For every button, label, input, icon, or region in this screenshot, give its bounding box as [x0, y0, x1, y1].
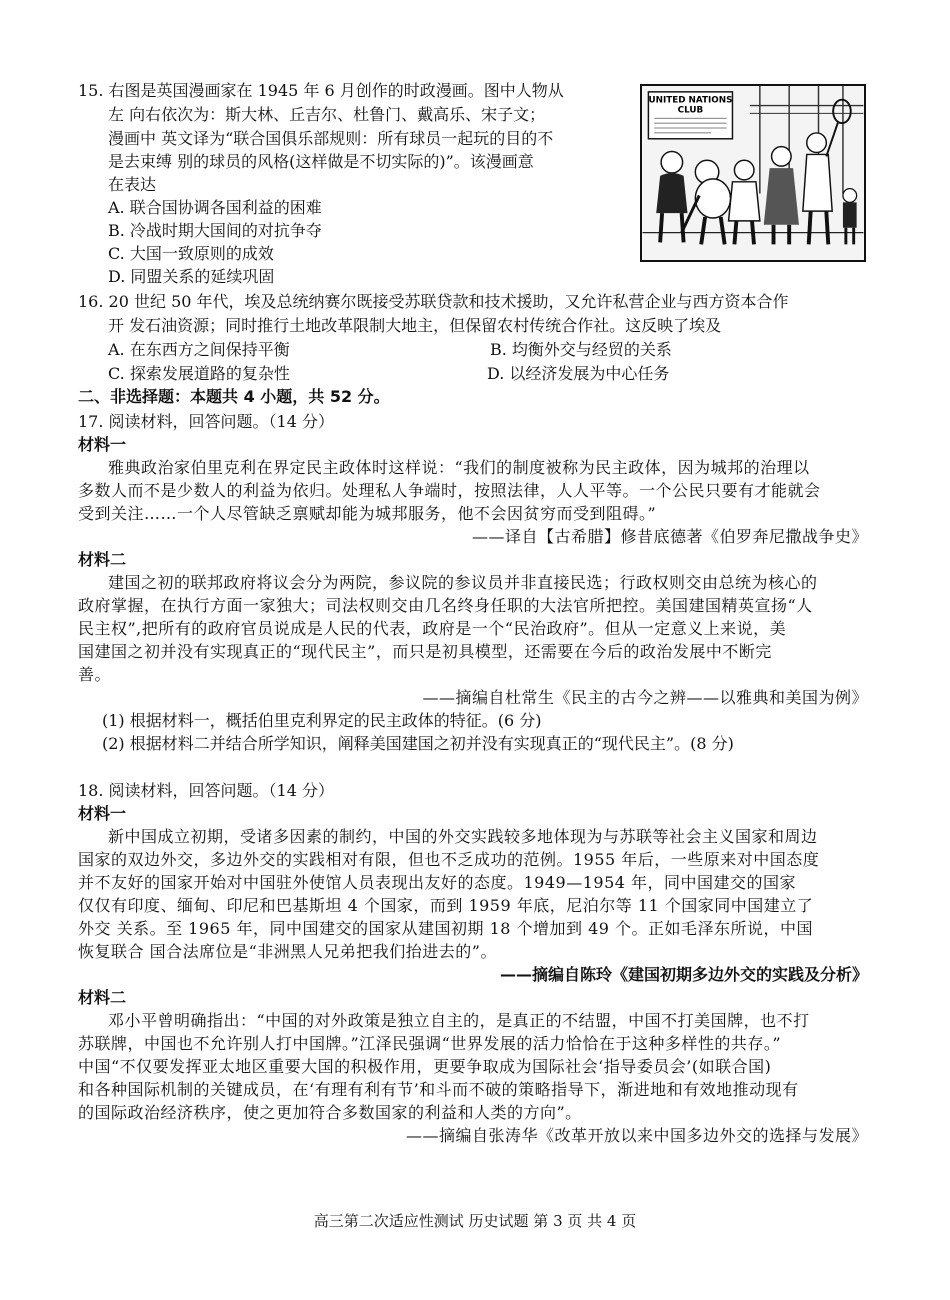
q17-m1-source: ——译自【古希腊】修昔底德著《伯罗奔尼撒战争史》	[471, 527, 868, 546]
q17-sub-question-2: (2) 根据材料二并结合所学知识，阐释美国建国之初并没有实现真正的“现代民主”。(8 分)	[102, 734, 734, 753]
q16-line-1: 16. 20 世纪 50 年代，埃及总统纳赛尔既接受苏联贷款和技术援助，又允许私营企业与西方资本合作	[78, 292, 789, 311]
q15-option-a: A. 联合国协调各国利益的困难	[108, 198, 322, 217]
q17-m2-line-1: 建国之初的联邦政府将议会分为两院，参议院的参议员并非直接民选；行政权则交由总统为核心的	[108, 573, 818, 592]
q15-line-2: 左 向右依次为：斯大林、丘吉尔、杜鲁门、戴高乐、宋子文；	[108, 105, 546, 124]
q18-m2-line-2: 苏联牌，中国也不允许别人打中国牌。”江泽民强调“世界发展的活力恰恰在于这种多样性的共存。”	[78, 1034, 782, 1053]
q17-m2-line-3: 民主权”,把所有的政府官员说成是人民的代表，政府是一个“民治政府”。但从一定意义上来说，美	[78, 619, 787, 638]
q15-option-d: D. 同盟关系的延续巩固	[108, 267, 275, 286]
q18-material-2-label: 材料二	[78, 988, 127, 1007]
q15-line-4: 是去束缚 别的球员的风格(这样做是不切实际的)”。该漫画意	[108, 152, 534, 171]
q17-material-2-label: 材料二	[78, 550, 127, 569]
q17-m2-line-5: 善。	[78, 665, 112, 684]
section-2-heading: 二、非选择题：本题共 4 小题，共 52 分。	[78, 387, 390, 406]
political-cartoon-image	[640, 84, 866, 262]
q18-m2-line-5: 的国际政治经济秩序，使之更加符合多数国家的利益和人类的方向”。	[78, 1103, 582, 1122]
q18-m2-line-4: 和各种国际机制的关键成员，在‘有理有利有节’和斗而不破的策略指导下，渐进地和有效地推动现有	[78, 1080, 799, 1099]
q18-m1-line-4: 仅仅有印度、缅甸、印尼和巴基斯坦 4 个国家，而到 1959 年底，尼泊尔等 11 个国家同中国建立了	[78, 896, 814, 915]
q15-option-b: B. 冷战时期大国间的对抗争夺	[108, 221, 322, 240]
q18-title: 18. 阅读材料，回答问题。（14 分）	[78, 781, 334, 800]
q15-line-3: 漫画中 英文译为“联合国俱乐部规则：所有球员一起玩的目的不	[108, 129, 554, 148]
q15-line-1: 15. 右图是英国漫画家在 1945 年 6 月创作的时政漫画。图中人物从	[78, 81, 564, 100]
q18-m1-line-5: 外交 关系。至 1965 年，同中国建交的国家从建国初期 18 个增加到 49 个。正如毛泽东所说，中国	[78, 919, 814, 938]
q17-m1-line-3: 受到关注……一个人尽管缺乏禀赋却能为城邦服务，他不会因贫穷而受到阻碍。”	[78, 504, 657, 523]
q18-m1-line-3: 并不友好的国家开始对中国驻外使馆人员表现出友好的态度。1949—1954 年，同中国建交的国家	[78, 873, 797, 892]
q17-title: 17. 阅读材料，回答问题。（14 分）	[78, 412, 334, 431]
q16-line-2: 开 发石油资源；同时推行土地改革限制大地主，但保留农村传统合作社。这反映了埃及	[108, 316, 722, 335]
q17-m2-line-2: 政府掌握，在执行方面一家独大；司法权则交由几名终身任职的大法官所把控。美国建国精英宣扬“人	[78, 596, 813, 615]
cartoon-drawing	[642, 86, 864, 260]
q18-m1-line-2: 国家的双边外交，多边外交的实践相对有限，但也不乏成功的范例。1955 年后，一些原来对中国态度	[78, 850, 820, 869]
q18-m1-line-1: 新中国成立初期，受诸多因素的制约，中国的外交实践较多地体现为与苏联等社会主义国家和周边	[108, 827, 818, 846]
q15-line-5: 在表达	[108, 175, 157, 194]
q17-m1-line-1: 雅典政治家伯里克利在界定民主政体时这样说：“我们的制度被称为民主政体，因为城邦的治理以	[108, 458, 810, 477]
q16-option-a: A. 在东西方之间保持平衡	[108, 340, 290, 359]
q16-option-c: C. 探索发展道路的复杂性	[108, 364, 290, 383]
q18-m2-line-3: 中国“不仅要发挥亚太地区重要大国的积极作用，更要争取成为国际社会‘指导委员会’(如联合国)	[78, 1057, 772, 1076]
q18-material-1-label: 材料一	[78, 804, 127, 823]
q16-option-b: B. 均衡外交与经贸的关系	[490, 340, 672, 359]
q18-m1-source: ——摘编自陈玲《建国初期多边外交的实践及分析》	[499, 965, 868, 984]
q17-material-1-label: 材料一	[78, 435, 127, 454]
q17-m1-line-2: 多数人而不是少数人的利益为依归。处理私人争端时，按照法律，人人平等。一个公民只要有才能就会	[78, 481, 821, 500]
q18-m1-line-6: 恢复联合 国合法席位是“非洲黑人兄弟把我们抬进去的”。	[78, 942, 497, 961]
q15-option-c: C. 大国一致原则的成效	[108, 244, 274, 263]
q17-m2-line-4: 国建国之初并没有实现真正的“现代民主”，而只是初具模型，还需要在今后的政治发展中不断完	[78, 642, 772, 661]
cartoon-sign-title: UNITED NATIONS	[648, 95, 733, 106]
q17-sub-question-1: (1) 根据材料一，概括伯里克利界定的民主政体的特征。(6 分)	[102, 711, 542, 730]
q17-m2-source: ——摘编自杜常生《民主的古今之辨——以雅典和美国为例》	[422, 688, 868, 707]
page-footer: 高三第二次适应性测试 历史试题 第 3 页 共 4 页	[313, 1212, 637, 1230]
cartoon-sign-club: CLUB	[677, 105, 704, 116]
q18-m2-line-1: 邓小平曾明确指出：“中国的对外政策是独立自主的，是真正的不结盟，中国不打美国牌，也不打	[108, 1011, 810, 1030]
q18-m2-source: ——摘编自张涛华《改革开放以来中国多边外交的选择与发展》	[405, 1126, 868, 1145]
q16-option-d: D. 以经济发展为中心任务	[487, 364, 670, 383]
